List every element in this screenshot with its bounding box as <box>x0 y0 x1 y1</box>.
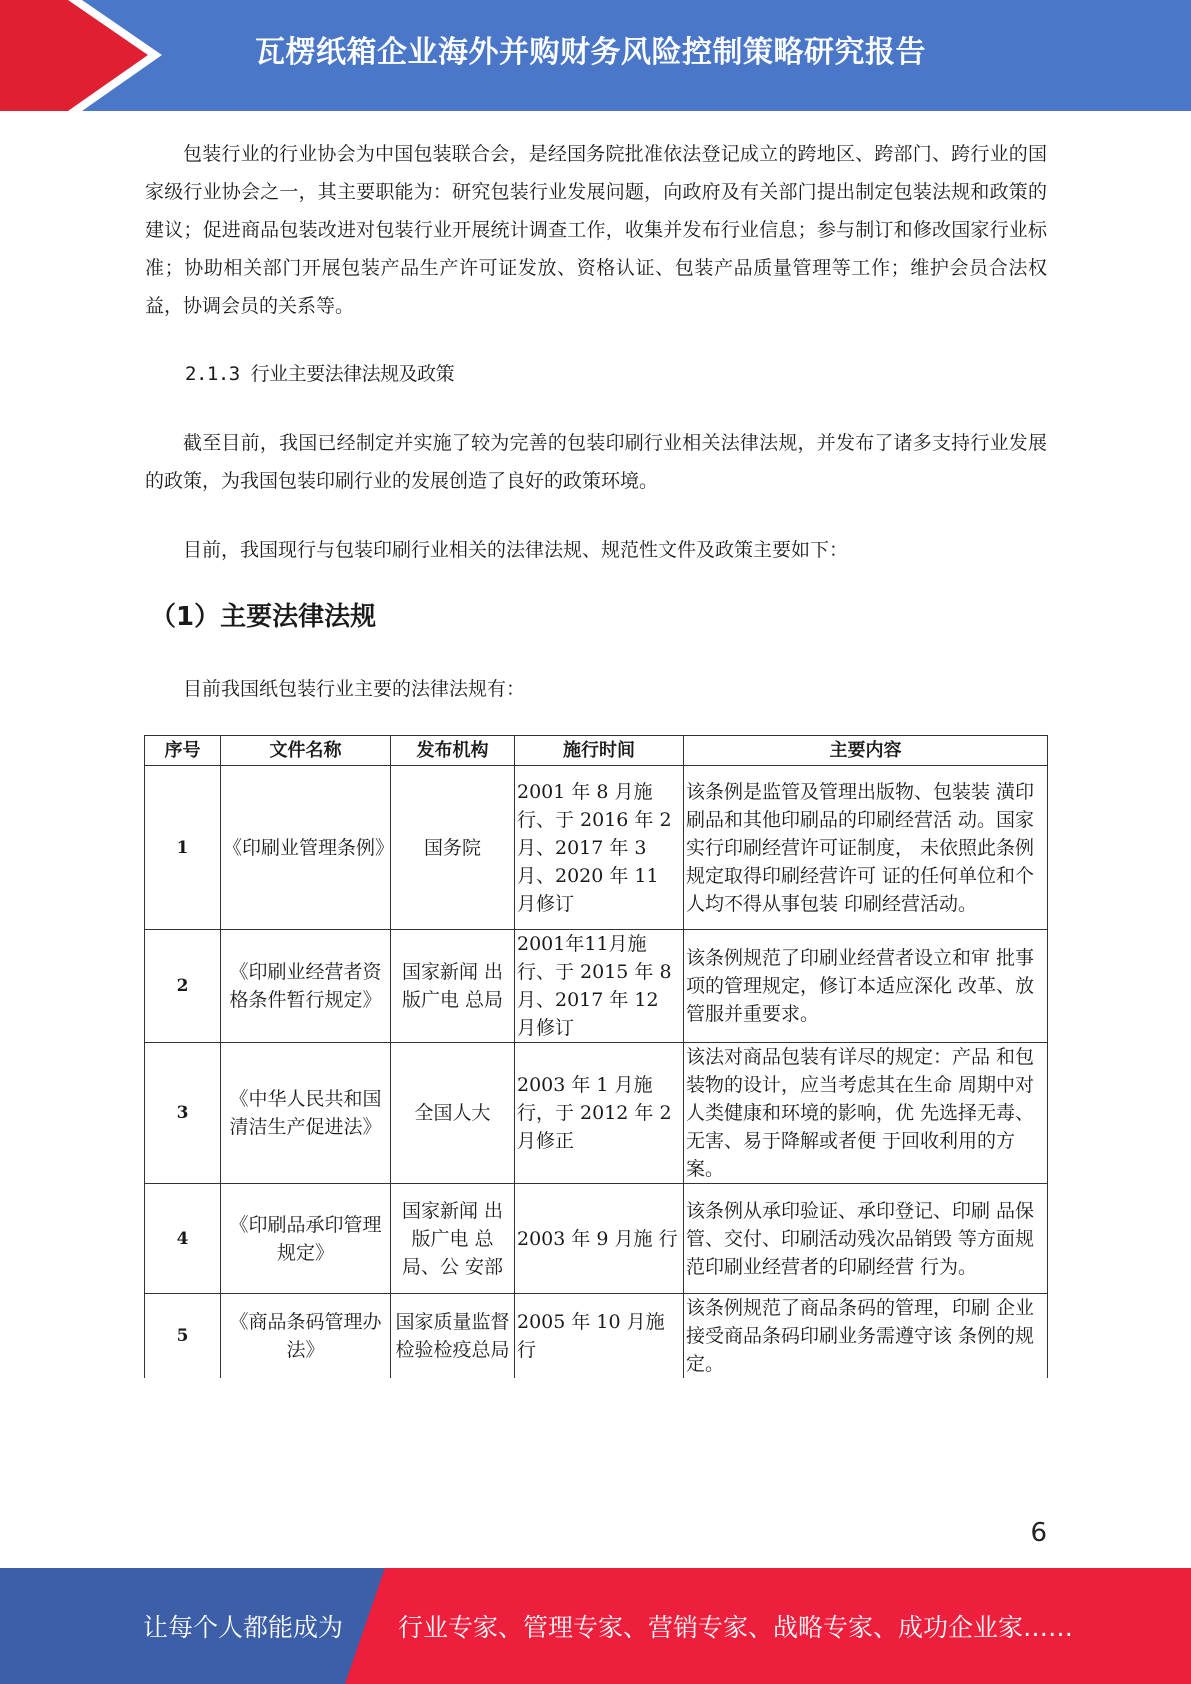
page-number: 6 <box>1030 1518 1047 1548</box>
paragraph-regulations-overview: 截至目前，我国已经制定并实施了较为完善的包装印刷行业相关法律法规，并发布了诸多支持行业发展的政策，为我国包装印刷行业的发展创造了良好的政策环境。 <box>145 432 1047 492</box>
table-row <box>145 930 1048 1043</box>
footer-banner <box>0 1568 1191 1684</box>
section-heading-main-laws: （1）主要法律法规 <box>150 602 377 632</box>
cell-content: 该法对商品包装有详尽的规定：产品 和包装物的设计，应当考虑其在生命 周期中对人类健康和环境的影响，优 先选择无毒、无害、易于降解或者便 于回收利用的方案。 <box>684 1043 1048 1184</box>
cell-no: 2 <box>145 930 221 1043</box>
table-row <box>145 766 1048 930</box>
cell-date: 2005 年 10 月施 行 <box>515 1294 684 1379</box>
laws-table <box>144 735 1048 1378</box>
cell-no: 1 <box>145 766 221 930</box>
cell-no: 5 <box>145 1294 221 1379</box>
cell-issuer: 国家质量监督检验检疫总局 <box>391 1294 515 1379</box>
column-header-no: 序号 <box>145 736 221 766</box>
column-header-content: 主要内容 <box>684 736 1048 766</box>
cell-issuer: 全国人大 <box>391 1043 515 1184</box>
cell-date: 2003 年 9 月施 行 <box>515 1184 684 1294</box>
cell-name: 《印刷业经营者资格条件暂行规定》 <box>221 930 391 1043</box>
column-header-date: 施行时间 <box>515 736 684 766</box>
cell-content: 该条例规范了商品条码的管理，印刷 企业接受商品条码印刷业务需遵守该 条例的规定。 <box>684 1294 1048 1379</box>
paragraph-table-intro: 目前我国纸包装行业主要的法律法规有： <box>183 678 526 700</box>
document-title: 瓦楞纸箱企业海外并购财务风险控制策略研究报告 <box>255 35 926 70</box>
cell-date: 2003 年 1 月施 行，于 2012 年 2 月修正 <box>515 1043 684 1184</box>
column-header-name: 文件名称 <box>221 736 391 766</box>
cell-name: 《印刷业管理条例》 <box>221 766 391 930</box>
footer-slogan-right: 行业专家、管理专家、营销专家、战略专家、成功企业家…… <box>398 1613 1074 1642</box>
cell-name: 《中华人民共和国清洁生产促进法》 <box>221 1043 391 1184</box>
cell-date: 2001年11月施 行、于 2015 年 8 月、2017 年 12 月修订 <box>515 930 684 1043</box>
paragraph-regulations-intro: 目前，我国现行与包装印刷行业相关的法律法规、规范性文件及政策主要如下： <box>183 539 849 561</box>
table-header-row <box>145 736 1048 766</box>
cell-no: 3 <box>145 1043 221 1184</box>
cell-date: 2001 年 8 月施 行、于 2016 年 2 月、2017 年 3 月、2020 年 11 月修订 <box>515 766 684 930</box>
cell-content: 该条例规范了印刷业经营者设立和审 批事项的管理规定，修订本适应深化 改革、放管服并重要求。 <box>684 930 1048 1043</box>
cell-content: 该条例是监管及管理出版物、包装装 潢印刷品和其他印刷品的印刷经营活 动。国家实行印刷经营许可证制度， 未依照此条例规定取得印刷经营许可 证的任何单位和个人均不得从事包装 印刷经营活动。 <box>684 766 1048 930</box>
cell-issuer: 国家新闻 出版广电 总局、公 安部 <box>391 1184 515 1294</box>
subsection-heading: 2.1.3 行业主要法律法规及政策 <box>185 363 455 385</box>
cell-content: 该条例从承印验证、承印登记、印刷 品保管、交付、印刷活动残次品销毁 等方面规范印刷业经营者的印刷经营 行为。 <box>684 1184 1048 1294</box>
header-banner <box>0 0 1191 111</box>
paragraph-industry-association: 包装行业的行业协会为中国包装联合会，是经国务院批准依法登记成立的跨地区、跨部门、跨行业的国家级行业协会之一，其主要职能为：研究包装行业发展问题，向政府及有关部门提出制定包装法规和政策的建议；促进商品包装改进对包装行业开展统计调查工作，收集并发布行业信息；参与制订和修改国家行业标准；协助相关部门开展包装产品生产许可证发放、资格认证、包装产品质量管理等工作；维护会员合法权益，协调会员的关系等。 <box>145 143 1047 317</box>
table-row <box>145 1184 1048 1294</box>
column-header-issuer: 发布机构 <box>391 736 515 766</box>
table-row <box>145 1294 1048 1379</box>
cell-name: 《商品条码管理办法》 <box>221 1294 391 1379</box>
cell-no: 4 <box>145 1184 221 1294</box>
cell-issuer: 国家新闻 出版广电 总局 <box>391 930 515 1043</box>
cell-name: 《印刷品承印管理规定》 <box>221 1184 391 1294</box>
table-row <box>145 1043 1048 1184</box>
footer-slogan-left: 让每个人都能成为 <box>143 1613 344 1642</box>
cell-issuer: 国务院 <box>391 766 515 930</box>
